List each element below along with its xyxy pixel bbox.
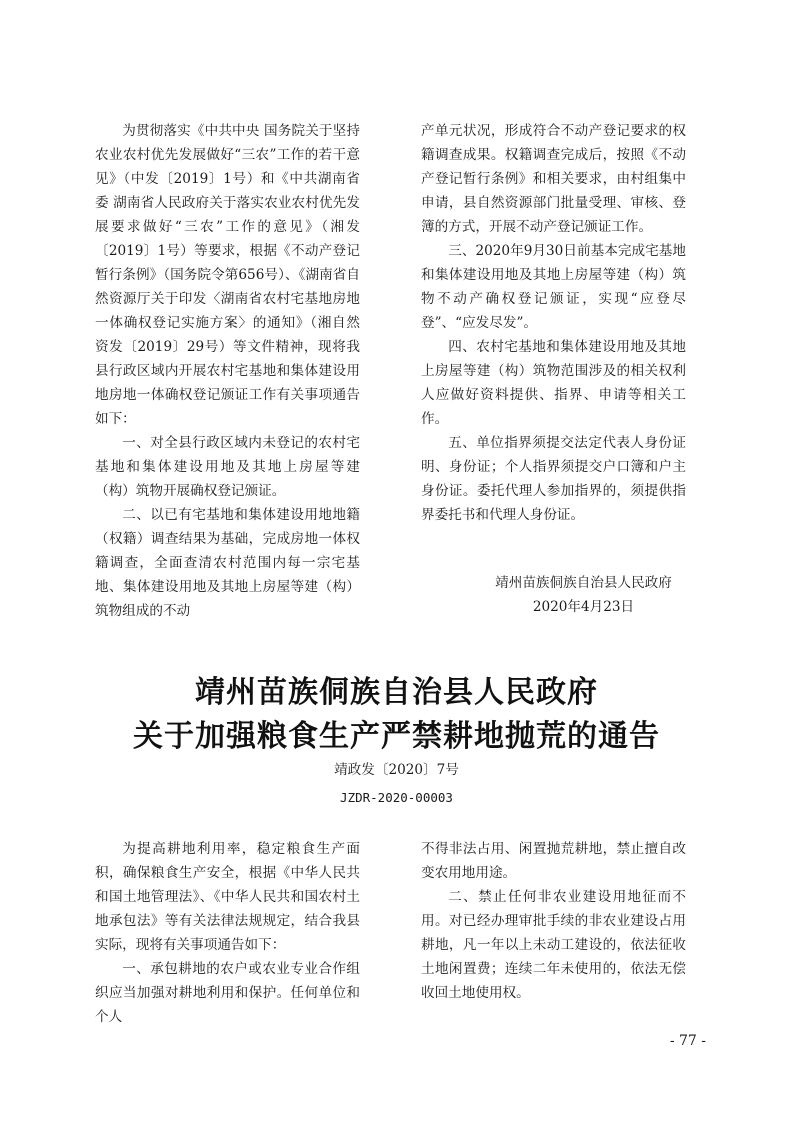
notice-paragraph-2: 二、禁止任何非农业建设用地征而不用。对已经办理审批手续的非农业建设占用耕地，凡一年以上未动工建设的，依法征收土地闲置费；连续二年未使用的，依法无偿收回土地使用权。 <box>421 889 686 1001</box>
notice-right-column <box>421 837 686 1005</box>
notice-left-column <box>95 837 360 1029</box>
prev-notice-paragraph-5: 五、单位指界须提交法定代表人身份证明、身份证；个人指界须提交户口簿和户主身份证。委托代理人参加指界的，须提供指界委托书和代理人身份证。 <box>421 435 686 523</box>
prev-notice-paragraph-3: 三、2020年9月30日前基本完成宅基地和集体建设用地及其地上房屋等建（构）筑物不动产确权登记颁证，实现“应登尽登”、“应发尽发”。 <box>421 243 686 331</box>
prev-notice-paragraph-4: 四、农村宅基地和集体建设用地及其地上房屋等建（构）筑物范围涉及的相关权利人应做好资料提供、指界、申请等相关工作。 <box>421 339 686 427</box>
prev-notice-paragraph-2: 二、以已有宅基地和集体建设用地地籍（权籍）调查结果为基础，完成房地一体权籍调查，全面查清农村范围内每一宗宅基地、集体建设用地及其地上房屋等建（构）筑物组成的不动 <box>95 507 360 619</box>
prev-notice-paragraph-1: 一、对全县行政区域内未登记的农村宅基地和集体建设用地及其地上房屋等建（构）筑物开展确权登记颁证。 <box>95 435 360 499</box>
notice-title-line-1: 靖州苗族侗族自治县人民政府 <box>195 675 598 710</box>
notice-paragraph-intro: 为提高耕地利用率，稳定粮食生产面积，确保粮食生产安全，根据《中华人民共和国土地管理法》、《中华人民共和国农村土地承包法》等有关法律法规规定，结合我县实际，现将有关事项通告如下： <box>95 841 360 953</box>
prev-notice-left-column <box>95 119 360 623</box>
prev-notice-paragraph-intro: 为贯彻落实《中共中央 国务院关于坚持农业农村优先发展做好“三农”工作的若干意见》（中发〔2019〕1号）和《中共湖南省委 湖南省人民政府关于落实农业农村优先发展要求做好“三农”工作的意见》（湘发〔2019〕1号）等要求，根据《不动产登记暂行条例》（国务院令第656号）、《湖南省自然资源厅关于印发〈湖南省农村宅基地房地一体确权登记实施方案〉的通知》（湘自然资发〔2019〕29号）等文件精神，现将我县行政区域内开展农村宅基地和集体建设用地房地一体确权登记颁证工作有关事项通告如下： <box>95 123 360 427</box>
document-number: 靖政发〔2020〕7号 <box>334 762 459 778</box>
signature-organization: 靖州苗族侗族自治县人民政府 <box>495 575 672 591</box>
notice-paragraph-1-continued: 不得非法占用、闲置抛荒耕地，禁止擅自改变农用地用途。 <box>421 841 686 881</box>
page-number: - 77 - <box>669 1033 706 1049</box>
notice-paragraph-1: 一、承包耕地的农户或农业专业合作组织应当加强对耕地利用和保护。任何单位和个人 <box>95 961 360 1025</box>
notice-title-line-2: 关于加强粮食生产严禁耕地抛荒的通告 <box>133 719 660 754</box>
prev-notice-right-column <box>421 119 686 527</box>
document-registration-code: JZDR-2020-00003 <box>340 790 453 805</box>
prev-notice-paragraph-2-continued: 产单元状况，形成符合不动产登记要求的权籍调查成果。权籍调查完成后，按照《不动产登记暂行条例》和相关要求，由村组集中申请，县自然资源部门批量受理、审核、登簿的方式，开展不动产登记颁证工作。 <box>421 123 686 235</box>
signature-date: 2020年4月23日 <box>532 599 635 615</box>
